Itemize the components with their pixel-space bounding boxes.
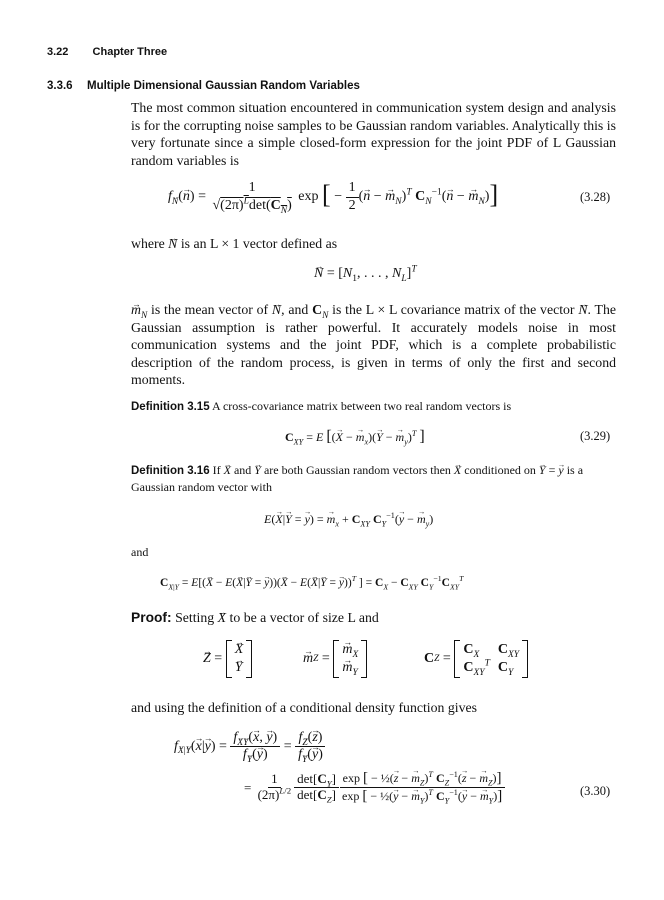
- chapter-title: Chapter Three: [92, 46, 168, 58]
- section-title: Multiple Dimensional Gaussian Random Variables: [86, 80, 360, 92]
- def-text-a: If: [212, 463, 221, 477]
- definition-text: A cross-covariance matrix between two real random vectors is: [211, 399, 512, 413]
- intro-paragraph: The most common situation encountered in communication system design and analysis is for the corrupting noise samples to be Gaussian random variables. Analytically this is very fortunate since a simple closed-form expression for the joint PDF of L Gaussian random variables is: [131, 100, 616, 168]
- where-suffix: is an L × 1 vector defined as: [180, 236, 338, 251]
- proof-text-b: to be a vector of size: [229, 610, 345, 625]
- equation-number: (3.29): [580, 429, 611, 443]
- conditional-density-line-2: = $\frac{1}{(2\pi)^{L/2}}$ $\frac{\det[C_Y]}{\det[C_Z]}$ $\frac{\exp [ - \frac{1}{2}(\to z - \to m_Z)^T C_Z^{-1}(\to z - \to m_Z)]}{\exp [ - \frac{1}{2}(\to y - \to m_Y)^T C_Y^{-1}(\to y - \to m_Y)]}$: [244, 770, 505, 806]
- definition-3-16: Definition 3.16 If → X and → Y are both Gaussian random vectors then → X conditioned on → Y = → y is a Gaussian random vector with: [131, 462, 616, 495]
- conditional-density-line-1: $f_{X|Y}(\to x|\to y)$ = $\frac{f_{XY}(\to x, \to y)}{f_Y(\to y)}$ = $\frac{f_Z(\to z)}{f_Y(\to y)}$: [174, 730, 326, 763]
- proof-line: Proof: Setting → X to be a vector of size L and: [131, 609, 379, 627]
- definition-label: Definition 3.15: [131, 401, 210, 413]
- section-number: 3.3.6: [47, 80, 73, 92]
- mean-text-1: is the mean vector of: [151, 302, 269, 317]
- def-text-d: conditioned on: [464, 463, 536, 477]
- definition-3-15: [131, 398, 511, 415]
- equation-number: (3.28): [580, 190, 611, 204]
- mean-text-4: . The Gaussian assumption is rather powerful. It accurately models noise in most communication systems and the joint PDF, which is a complete probabilistic description of the random process, is given in terms of only the first and second moments.: [131, 302, 616, 388]
- equation-3-28: $f_N(\to n)$ = $\frac{1}{√(2\pi)^L\det(C_N)}$ exp [ − $\frac{1}{2}$ (→ n − → $m_N)^T$ $C_N^{-1}(\to n$ − → $m_N$)]: [168, 174, 498, 220]
- conditional-covariance-equation: $C_{X|Y} = E[(\to X - E(\to X|\to Y$ = → y))(→ X − E(→ X|→ Y = → y))$^T$ ] = $C_X - C_{XY}$ $C_Y^{-1}C_{XY}^T$: [160, 577, 463, 589]
- cz-matrix-definition: C Z = $C_X$ $C_{XY}$ $C_{XY}^T$ $C_Y$: [424, 640, 528, 678]
- proof-text-a: Setting: [175, 610, 215, 625]
- conditional-mean-equation: E(→ X|→ Y = → y) = → $m_x + C_{XY}$ $C_Y^{-1}(\to y$ − → $m_y$): [264, 512, 433, 527]
- closing-sentence: and using the definition of a conditional density function gives: [131, 700, 478, 715]
- def-text-c: are both Gaussian random vectors then: [263, 463, 451, 477]
- def-text-e: is a Gaussian random vector with: [131, 463, 584, 494]
- page-number: 3.22: [47, 46, 69, 58]
- equation-number: (3.30): [580, 784, 611, 798]
- section-heading: [47, 80, 360, 92]
- where-prefix: where: [131, 236, 165, 251]
- mean-text-3: is the L × L covariance matrix of the vector: [332, 302, 575, 317]
- and-word: and: [131, 545, 149, 559]
- proof-label: Proof:: [131, 610, 172, 625]
- mz-vector-definition: → m Z = → $m_X$ → $m_Y$: [303, 640, 367, 678]
- definition-label: Definition 3.16: [131, 465, 210, 477]
- equation-3-29: $C_{XY} = E$ [(→ X − → $m_x)(\to Y$ − → $m_y)^T$ ]: [285, 428, 425, 446]
- z-vector-definition: → Z = → X → Y: [203, 640, 252, 678]
- running-header: [47, 46, 167, 58]
- proof-text-c: L and: [347, 610, 379, 625]
- where-line: where → N is an L × 1 vector defined as: [131, 235, 337, 253]
- mean-text-2: , and: [281, 302, 309, 317]
- mean-paragraph: → $m_N$ is the mean vector of → N, and $C_N$ is the L × L covariance matrix of the vector → N. The Gaussian assumption is rather powerful. It accurately models noise in most communication systems and the joint PDF, which is a complete probabilistic description of the random process, is given in terms of only the first and second moments.: [131, 301, 616, 389]
- def-text-b: and: [233, 463, 252, 477]
- vector-definition: → $N = [N_1$, . . . , $N_L]^T$: [314, 266, 417, 282]
